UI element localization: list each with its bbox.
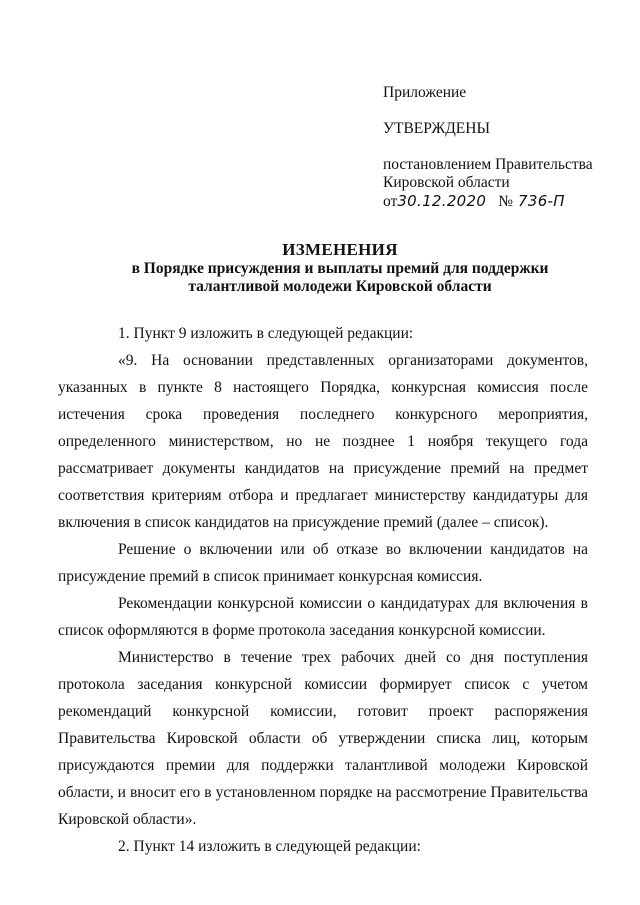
from-label: от [383, 193, 398, 210]
document-body [58, 320, 588, 860]
document-heading [60, 240, 620, 296]
heading-line-1: в Порядке присуждения и выплаты премий для поддержки [131, 260, 549, 277]
heading-line-2: талантливой молодежи Кировской области [188, 278, 492, 295]
paragraph-4: Рекомендации конкурсной комиссии о кандидатурах для включения в список оформляются в форме протокола заседания конкурсной комиссии. [58, 595, 588, 639]
paragraph-5: Министерство в течение трех рабочих дней со дня поступления протокола заседания конкурсной комиссии формирует список с учетом рекомендаций конкурсной комиссии, готовит проект распоряжения Правительства Кировской области об утверждении списка лиц, которым присуждаются премии для поддержки талантливой молодежи Кировской области, и вносит его в установленном порядке на рассмотрение Правительства Кировской области». [58, 649, 588, 828]
paragraph-3: Решение о включении или об отказе во включении кандидатов на присуждение премий в список принимает конкурсная комиссия. [58, 541, 588, 585]
decree-line-1: постановлением Правительства [383, 156, 593, 173]
handwritten-date: 30.12.2020 [397, 192, 487, 210]
approved-label: УТВЕРЖДЕНЫ [383, 120, 490, 137]
decree-line-2: Кировской области [383, 174, 510, 191]
paragraph-1: 1. Пункт 9 изложить в следующей редакции: [118, 325, 414, 342]
approval-block [383, 84, 623, 211]
handwritten-number: 736-П [518, 192, 565, 210]
number-label: № [498, 193, 514, 210]
decree-date-number [383, 192, 623, 211]
paragraph-6: 2. Пункт 14 изложить в следующей редакции: [118, 838, 421, 855]
annex-label: Приложение [383, 84, 467, 101]
heading-title: ИЗМЕНЕНИЯ [282, 240, 398, 259]
paragraph-2: «9. На основании представленных организаторами документов, указанных в пункте 8 настоящего Порядка, конкурсная комиссия после истечения срока проведения последнего конкурсного мероприятия, определенного министерством, но не позднее 1 ноября текущего года рассматривает документы кандидатов на присуждение премий на предмет соответствия критериям отбора и предлагает министерству кандидатуры для включения в список кандидатов на присуждение премий (далее – список). [58, 352, 588, 531]
